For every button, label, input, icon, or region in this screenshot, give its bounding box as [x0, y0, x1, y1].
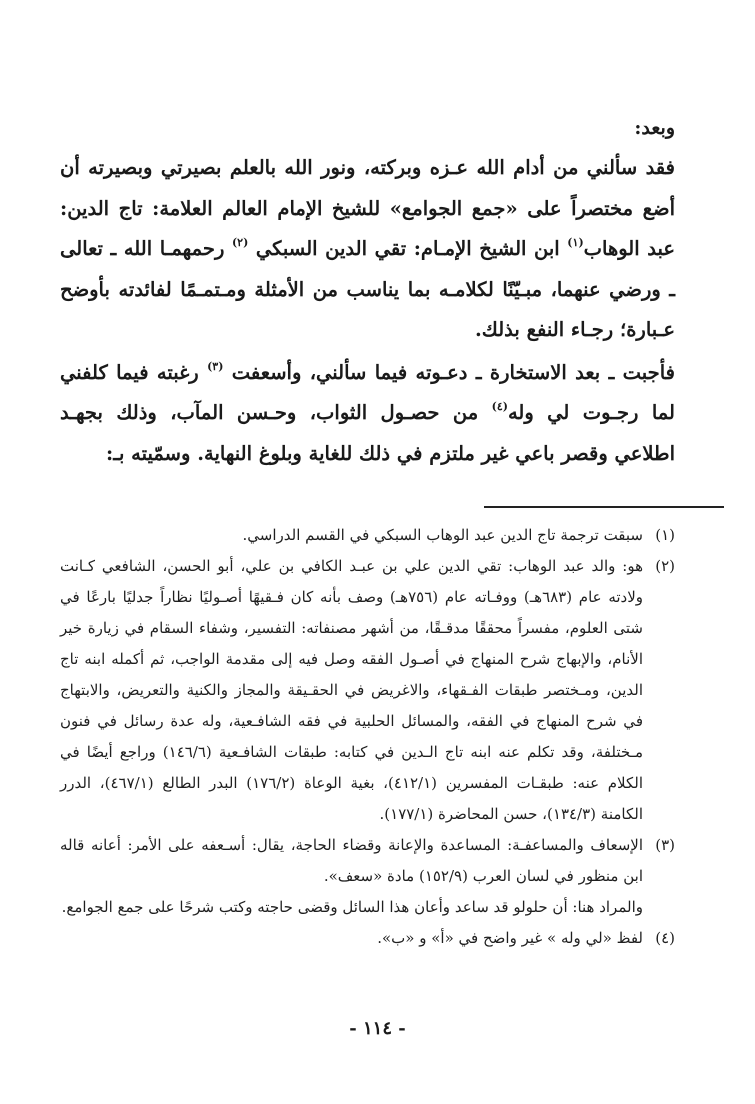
paragraph-1 [60, 148, 675, 351]
main-text [60, 108, 675, 474]
paragraph-1-part-a: فقد سألني من أدام الله عـزه وبركته، ونور الله بالعلم بصيرتي وبصيرته أن أضع مختصراً على «جمع الجوامع» للشيخ الإمام العالم العلامة: تاج الدين: عبد الوهاب [60, 156, 676, 260]
paragraph-1-part-c: رحمهمـا الله ـ تعالى ـ ورضي عنهما، مبـيّنًا لكلامـه بما يناسب من الأمثلة ومـتمـمًا لفائدته بأوضح عـبارة؛ رجـاء النفع بذلك. [60, 237, 675, 341]
footnote-marker-2[interactable]: (٢) [231, 236, 249, 249]
paragraph-2 [60, 353, 675, 475]
footnote-marker-1[interactable]: (١) [567, 236, 584, 249]
footnote-3-number: (٣) [655, 836, 675, 854]
footnotes [60, 520, 675, 954]
book-page [60, 108, 675, 1068]
footnote-3-text: الإسعاف والمساعفـة: المساعدة والإعانة وقضاء الحاجة، يقال: أسـعفه على الأمر: أعانه قاله ابن منظور في لسان العرب (١٥٢/٩) مادة «سعف». [60, 836, 643, 885]
footnote-4-text: لفظ «لي وله » غير واضح في «أ» و «ب». [377, 929, 643, 947]
footnote-1 [60, 520, 675, 551]
paragraph-2-part-c: من حصـول الثواب، وحـسن المآب، وذلك بجهـد اطلاعي وقصر باعي غير ملتزم في ذلك للغاية وبلوغ النهاية. وسمّيته بـ: [60, 401, 675, 465]
paragraph-1-part-b: ابن الشيخ الإمـام: تقي الدين السبكي [248, 237, 568, 260]
opening-line: وبعد: [634, 117, 675, 139]
footnote-3-continuation [60, 892, 675, 923]
paragraph-2-part-b: رغبته فيما كلفني لما رجـوت لي وله [60, 360, 675, 424]
paragraph-2-part-a: فأجبت ـ بعد الاستخارة ـ دعـوته فيما سألني، وأسعفت [223, 360, 675, 384]
footnote-marker-3[interactable]: (٣) [207, 359, 224, 373]
footnote-3 [60, 830, 675, 892]
footnote-1-text: سبقت ترجمة تاج الدين عبد الوهاب السبكي في القسم الدراسي. [242, 526, 643, 544]
footnote-4 [60, 923, 675, 954]
footnote-2-text: هو: والد عبد الوهاب: تقي الدين علي بن عبـد الكافي بن علي، أبو الحسن، الشافعي كـانت ولادته عام (٦٨٣هـ) ووفـاته عام (٧٥٦هـ) وصف بأنه كان فـقيهًا أصـوليًا نظاراً جدليًا بارعًا في شتى العلوم، مفسراً محققًا مدقـقًا، من أشهر مصنفاته: التفسير، وشفاء السقام في زيارة خير الأنام، والإبهاج شرح المنهاج في أصـول الفقه وصل فيه إلى مقدمة الواجب، ثم أكمله ابنه تاج الدين، ومـختصر طبقات الفـقهاء، والاغريض في الحقـيقة والمجاز والكنية والتعريض، والابتهاج في شرح المنهاج في الفقه، والمسائل الحلبية في فقه الشافـعية، وله عدة رسائل في فنون مـختلفة، وقد تكلم عنه ابنه تاج الـدين في كتابه: طبقات الشافـعية (١٤٦/٦) وراجع أيضًا في الكلام عنه: طبقـات المفسرين (٤١٢/١)، بغية الوعاة (١٧٦/٢) البدر الطالع (٤٦٧/١)، الدرر الكامنة (١٣٤/٣)، حسن المحاضرة (١٧٧/١). [60, 557, 644, 823]
footnote-separator [484, 506, 724, 508]
page-number: - ١١٤ - [349, 1018, 406, 1039]
footnote-1-number: (١) [655, 526, 675, 544]
footnote-2-number: (٢) [655, 557, 675, 575]
footnote-3-continuation-text: والمراد هنا: أن حلولو قد ساعد وأعان هذا السائل وقضى حاجته وكتب شرحًا على جمع الجوامع. [61, 898, 643, 916]
footnote-4-number: (٤) [655, 929, 675, 947]
footnote-marker-4[interactable]: (٤) [491, 400, 508, 413]
footnote-2 [60, 551, 675, 830]
